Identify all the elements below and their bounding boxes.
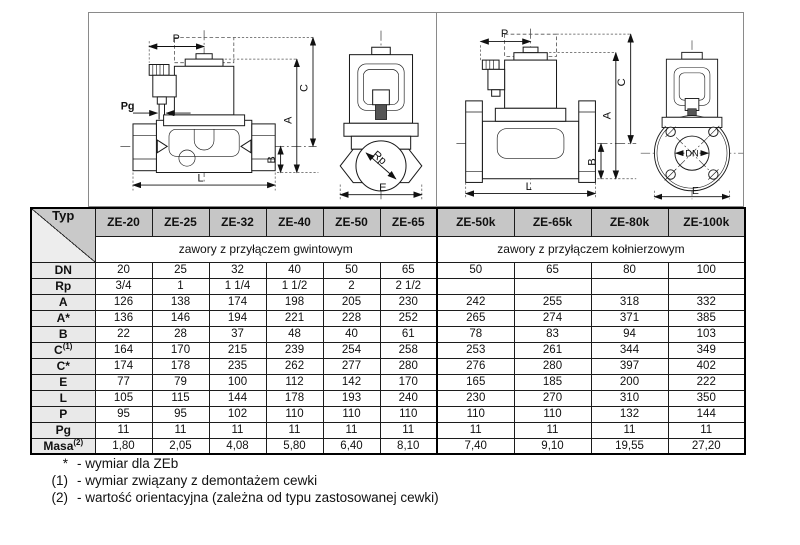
row-label: E	[31, 374, 95, 390]
value-cell: 174	[95, 358, 152, 374]
value-cell: 146	[152, 310, 209, 326]
value-cell: 270	[514, 390, 591, 406]
row-label: $C^{(1)}$	[31, 342, 95, 358]
value-cell: 110	[514, 406, 591, 422]
value-cell: 277	[323, 358, 380, 374]
footnote-marker: (2)	[51, 490, 68, 505]
table-row	[31, 358, 745, 374]
table-row	[31, 374, 745, 390]
threaded-valve-panel	[89, 13, 437, 206]
value-cell: 25	[152, 262, 209, 278]
value-cell: 100	[209, 374, 266, 390]
value-cell: 242	[437, 294, 514, 310]
value-cell: 144	[209, 390, 266, 406]
value-cell: 1 1/2	[266, 278, 323, 294]
value-cell: 28	[152, 326, 209, 342]
value-cell: 95	[95, 406, 152, 422]
value-cell: 164	[95, 342, 152, 358]
drawings-panel	[88, 12, 744, 207]
table-row	[31, 278, 745, 294]
value-cell	[437, 278, 514, 294]
dim-label-pg: Pg	[120, 100, 135, 113]
value-cell: 1 1/4	[209, 278, 266, 294]
threaded-valve-end-drawing	[329, 25, 433, 203]
threaded-valve-side-drawing	[97, 23, 322, 196]
column-header-row	[31, 208, 745, 236]
value-cell: 265	[437, 310, 514, 326]
value-cell: 132	[591, 406, 668, 422]
dim-label-l: L	[525, 180, 532, 193]
column-header: ZE-50k	[437, 208, 514, 236]
group-header-row	[31, 236, 745, 262]
dim-label-dn: DN	[685, 147, 699, 159]
value-cell: 280	[380, 358, 437, 374]
value-cell: 222	[668, 374, 745, 390]
value-cell: 3/4	[95, 278, 152, 294]
value-cell: 274	[514, 310, 591, 326]
value-cell: 350	[668, 390, 745, 406]
value-cell: 11	[380, 422, 437, 438]
value-cell: 5,80	[266, 438, 323, 454]
value-cell: 110	[266, 406, 323, 422]
dim-label-a: A	[282, 116, 295, 124]
value-cell: 65	[514, 262, 591, 278]
table-row	[31, 310, 745, 326]
row-label: Masa$^{(2)}$	[31, 438, 95, 454]
dimensions-table	[30, 207, 746, 455]
value-cell: 252	[380, 310, 437, 326]
value-cell	[514, 278, 591, 294]
value-cell: 170	[152, 342, 209, 358]
value-cell: 1	[152, 278, 209, 294]
footnote-2	[38, 490, 439, 505]
value-cell: 185	[514, 374, 591, 390]
value-cell: 126	[95, 294, 152, 310]
row-label: P	[31, 406, 95, 422]
value-cell: 254	[323, 342, 380, 358]
value-cell	[591, 278, 668, 294]
value-cell: 174	[209, 294, 266, 310]
value-cell: 78	[437, 326, 514, 342]
dim-label-rp: Rp	[369, 148, 389, 168]
dim-label-b: B	[586, 158, 599, 166]
table-row	[31, 326, 745, 342]
value-cell: 2,05	[152, 438, 209, 454]
dim-label-e: E	[379, 181, 387, 194]
value-cell: 11	[323, 422, 380, 438]
value-cell: 6,40	[323, 438, 380, 454]
value-cell: 2 1/2	[380, 278, 437, 294]
value-cell: 61	[380, 326, 437, 342]
footnote-marker: *	[62, 456, 68, 471]
footnote-marker: (1)	[51, 473, 68, 488]
column-header: ZE-80k	[591, 208, 668, 236]
table-row	[31, 390, 745, 406]
dim-label-c: C	[616, 78, 629, 87]
dim-label-p: P	[172, 33, 180, 45]
value-cell: 11	[437, 422, 514, 438]
table-body	[31, 262, 745, 454]
value-cell: 332	[668, 294, 745, 310]
footnote-star	[38, 456, 439, 471]
value-cell: 193	[323, 390, 380, 406]
value-cell: 50	[323, 262, 380, 278]
value-cell: 228	[323, 310, 380, 326]
group-header-threaded: zawory z przyłączem gwintowym	[95, 236, 437, 262]
value-cell: 230	[437, 390, 514, 406]
value-cell: 40	[266, 262, 323, 278]
value-cell: 11	[209, 422, 266, 438]
value-cell: 344	[591, 342, 668, 358]
value-cell: 11	[514, 422, 591, 438]
flanged-valve-end-drawing	[639, 37, 745, 201]
value-cell: 230	[380, 294, 437, 310]
value-cell: 27,20	[668, 438, 745, 454]
value-cell: 94	[591, 326, 668, 342]
value-cell: 205	[323, 294, 380, 310]
value-cell: 79	[152, 374, 209, 390]
row-label: Rp	[31, 278, 95, 294]
value-cell: 7,40	[437, 438, 514, 454]
value-cell: 19,55	[591, 438, 668, 454]
value-cell: 100	[668, 262, 745, 278]
group-header-flanged: zawory z przyłączem kołnierzowym	[437, 236, 745, 262]
table-row	[31, 342, 745, 358]
value-cell: 178	[266, 390, 323, 406]
value-cell: 110	[323, 406, 380, 422]
value-cell: 115	[152, 390, 209, 406]
value-cell: 37	[209, 326, 266, 342]
column-header: ZE-65k	[514, 208, 591, 236]
value-cell: 105	[95, 390, 152, 406]
footnote-text: - wymiar dla ZEb	[77, 456, 179, 471]
value-cell: 2	[323, 278, 380, 294]
column-header: ZE-40	[266, 208, 323, 236]
value-cell: 371	[591, 310, 668, 326]
table-row	[31, 262, 745, 278]
value-cell: 144	[668, 406, 745, 422]
value-cell: 165	[437, 374, 514, 390]
value-cell: 83	[514, 326, 591, 342]
row-label: A	[31, 294, 95, 310]
value-cell: 11	[266, 422, 323, 438]
value-cell: 200	[591, 374, 668, 390]
value-cell: 32	[209, 262, 266, 278]
value-cell: 262	[266, 358, 323, 374]
footnote-text: - wymiar związany z demontażem cewki	[77, 473, 318, 488]
column-header: ZE-65	[380, 208, 437, 236]
corner-cell	[31, 208, 95, 262]
value-cell: 240	[380, 390, 437, 406]
value-cell: 110	[437, 406, 514, 422]
column-header: ZE-32	[209, 208, 266, 236]
footnote-text: - wartość orientacyjna (zależna od typu zastosowanej cewki)	[77, 490, 439, 505]
value-cell: 80	[591, 262, 668, 278]
column-header: ZE-20	[95, 208, 152, 236]
value-cell: 402	[668, 358, 745, 374]
value-cell: 110	[380, 406, 437, 422]
value-cell: 310	[591, 390, 668, 406]
value-cell: 8,10	[380, 438, 437, 454]
value-cell: 255	[514, 294, 591, 310]
value-cell: 170	[380, 374, 437, 390]
footnotes	[38, 456, 439, 507]
column-header: ZE-50	[323, 208, 380, 236]
dim-label-b: B	[266, 156, 279, 164]
value-cell: 194	[209, 310, 266, 326]
value-cell: 11	[668, 422, 745, 438]
row-label: L	[31, 390, 95, 406]
value-cell: 50	[437, 262, 514, 278]
value-cell: 11	[591, 422, 668, 438]
table-row	[31, 406, 745, 422]
value-cell: 239	[266, 342, 323, 358]
value-cell: 102	[209, 406, 266, 422]
footnote-1	[38, 473, 439, 488]
table-row	[31, 294, 745, 310]
value-cell: 103	[668, 326, 745, 342]
value-cell: 65	[380, 262, 437, 278]
row-label: B	[31, 326, 95, 342]
row-label: C*	[31, 358, 95, 374]
value-cell: 136	[95, 310, 152, 326]
value-cell: 258	[380, 342, 437, 358]
value-cell: 138	[152, 294, 209, 310]
row-label: Pg	[31, 422, 95, 438]
flanged-valve-panel	[437, 13, 743, 206]
column-header: ZE-25	[152, 208, 209, 236]
value-cell: 385	[668, 310, 745, 326]
column-header: ZE-100k	[668, 208, 745, 236]
value-cell: 280	[514, 358, 591, 374]
corner-label: Typ	[52, 208, 75, 223]
value-cell: 77	[95, 374, 152, 390]
dim-label-e: E	[691, 186, 699, 198]
value-cell: 349	[668, 342, 745, 358]
value-cell: 20	[95, 262, 152, 278]
value-cell: 397	[591, 358, 668, 374]
value-cell: 112	[266, 374, 323, 390]
value-cell: 22	[95, 326, 152, 342]
flanged-valve-side-drawing	[449, 23, 639, 201]
dim-label-l: L	[197, 172, 204, 185]
row-label: DN	[31, 262, 95, 278]
row-label: A*	[31, 310, 95, 326]
table-row	[31, 438, 745, 454]
value-cell: 95	[152, 406, 209, 422]
value-cell: 235	[209, 358, 266, 374]
value-cell: 276	[437, 358, 514, 374]
dim-label-a: A	[601, 111, 614, 120]
value-cell: 11	[152, 422, 209, 438]
value-cell: 11	[95, 422, 152, 438]
dim-label-c: C	[298, 84, 311, 92]
value-cell: 318	[591, 294, 668, 310]
table-row	[31, 422, 745, 438]
value-cell: 198	[266, 294, 323, 310]
value-cell: 178	[152, 358, 209, 374]
value-cell: 1,80	[95, 438, 152, 454]
value-cell: 215	[209, 342, 266, 358]
value-cell: 9,10	[514, 438, 591, 454]
value-cell: 48	[266, 326, 323, 342]
value-cell: 253	[437, 342, 514, 358]
dim-label-p: P	[500, 27, 509, 40]
value-cell: 142	[323, 374, 380, 390]
value-cell: 221	[266, 310, 323, 326]
value-cell: 40	[323, 326, 380, 342]
value-cell: 261	[514, 342, 591, 358]
value-cell	[668, 278, 745, 294]
value-cell: 4,08	[209, 438, 266, 454]
